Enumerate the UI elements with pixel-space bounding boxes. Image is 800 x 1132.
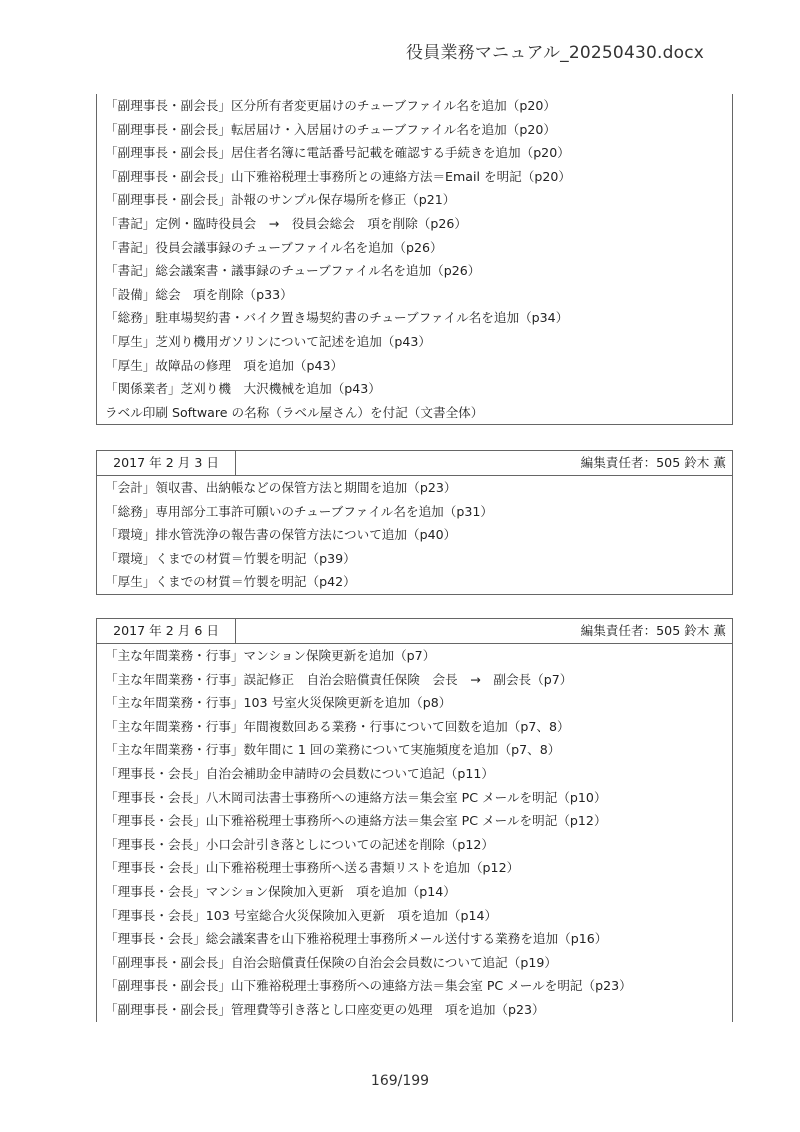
revision-entry: 「総務」駐車場契約書・バイク置き場契約書のチューブファイル名を追加（p34） <box>105 310 569 326</box>
revision-entry: 「厚生」芝刈り機用ガソリンについて記述を追加（p43） <box>105 333 432 349</box>
revision-entry: 「理事長・会長」山下雅裕税理士事務所への連絡方法＝集会室 PC メールを明記（p12） <box>105 813 607 829</box>
revision-entry: 「理事長・会長」山下雅裕税理士事務所へ送る書類リストを追加（p12） <box>105 860 520 876</box>
revision-entry: 「主な年間業務・行事」103 号室火災保険更新を追加（p8） <box>105 695 452 711</box>
revision-entry: 「理事長・会長」マンション保険加入更新 項を追加（p14） <box>105 883 456 899</box>
revision-entry: 「主な年間業務・行事」誤記修正 自治会賠償責任保険 会長 → 副会長（p7） <box>105 671 573 687</box>
revision-entry: 「厚生」くまでの材質＝竹製を明記（p42） <box>105 574 356 590</box>
revision-list <box>97 644 732 1022</box>
revision-entry: 「書記」総会議案書・議事録のチューブファイル名を追加（p26） <box>105 263 481 279</box>
revision-entry: 「副理事長・副会長」訃報のサンプル保存場所を修正（p21） <box>105 192 456 208</box>
revision-entry: 「厚生」故障品の修理 項を追加（p43） <box>105 357 344 373</box>
revision-entry: 「総務」専用部分工事許可願いのチューブファイル名を追加（p31） <box>105 503 493 519</box>
revision-entry: 「副理事長・副会長」転居届け・入居届けのチューブファイル名を追加（p20） <box>105 121 556 137</box>
revision-entry: 「副理事長・副会長」山下雅裕税理士事務所との連絡方法＝Email を明記（p20） <box>105 168 571 184</box>
revision-date: 2017 年 2 月 3 日 <box>97 451 236 475</box>
revision-entry: 「会計」領収書、出納帳などの保管方法と期間を追加（p23） <box>105 480 457 495</box>
revision-entry: 「副理事長・副会長」山下雅裕税理士事務所への連絡方法＝集会室 PC メールを明記（p23） <box>105 978 632 994</box>
revision-entry: 「環境」排水管洗浄の報告書の保管方法について追加（p40） <box>105 527 457 543</box>
revision-block-2017-02-06 <box>96 618 733 1022</box>
revision-entry: 「関係業者」芝刈り機 大沢機械を追加（p43） <box>105 381 381 397</box>
revision-block-2017-02-03 <box>96 450 733 595</box>
revision-entry: 「主な年間業務・行事」マンション保険更新を追加（p7） <box>105 648 436 663</box>
revision-entry: 「書記」定例・臨時役員会 → 役員会総会 項を削除（p26） <box>105 215 468 231</box>
document-filename: 役員業務マニュアル_20250430.docx <box>406 43 704 63</box>
revision-entry: ラベル印刷 Software の名称（ラベル屋さん）を付記（文書全体） <box>105 404 484 420</box>
revision-list <box>97 476 732 594</box>
revision-entry: 「理事長・会長」総会議案書を山下雅裕税理士事務所メール送付する業務を追加（p16） <box>105 931 608 947</box>
revision-entry: 「副理事長・副会長」管理費等引き落とし口座変更の処理 項を追加（p23） <box>105 1001 545 1017</box>
revision-list <box>97 94 732 424</box>
revision-entry: 「環境」くまでの材質＝竹製を明記（p39） <box>105 550 356 566</box>
revision-entry: 「理事長・会長」小口会計引き落としについての記述を削除（p12） <box>105 836 494 852</box>
revision-entry: 「書記」役員会議事録のチューブファイル名を追加（p26） <box>105 239 443 255</box>
revision-entry: 「主な年間業務・行事」数年間に 1 回の業務について実施頻度を追加（p7、8） <box>105 742 561 758</box>
revision-entry: 「副理事長・副会長」居住者名簿に電話番号記載を確認する手続きを追加（p20） <box>105 145 570 161</box>
revision-editor: 編集責任者：505 鈴木 薫 <box>580 623 726 638</box>
revision-header <box>97 451 732 476</box>
page-number: 169/199 <box>370 1073 430 1089</box>
revision-entry: 「理事長・会長」八木岡司法書士事務所への連絡方法＝集会室 PC メールを明記（p10） <box>105 789 607 805</box>
revision-entry: 「主な年間業務・行事」年間複数回ある業務・行事について回数を追加（p7、8） <box>105 718 570 734</box>
revision-date: 2017 年 2 月 6 日 <box>97 619 236 643</box>
revision-block-continued <box>96 94 733 425</box>
revision-editor: 編集責任者：505 鈴木 薫 <box>580 455 726 470</box>
revision-entry: 「理事長・会長」103 号室総合火災保険加入更新 項を追加（p14） <box>105 907 498 923</box>
revision-entry: 「副理事長・副会長」自治会賠償責任保険の自治会会員数について追記（p19） <box>105 954 557 970</box>
revision-entry: 「副理事長・副会長」区分所有者変更届けのチューブファイル名を追加（p20） <box>105 98 556 113</box>
revision-entry: 「設備」総会 項を削除（p33） <box>105 286 293 302</box>
revision-header <box>97 619 732 644</box>
revision-entry: 「理事長・会長」自治会補助金申請時の会員数について追記（p11） <box>105 765 494 781</box>
